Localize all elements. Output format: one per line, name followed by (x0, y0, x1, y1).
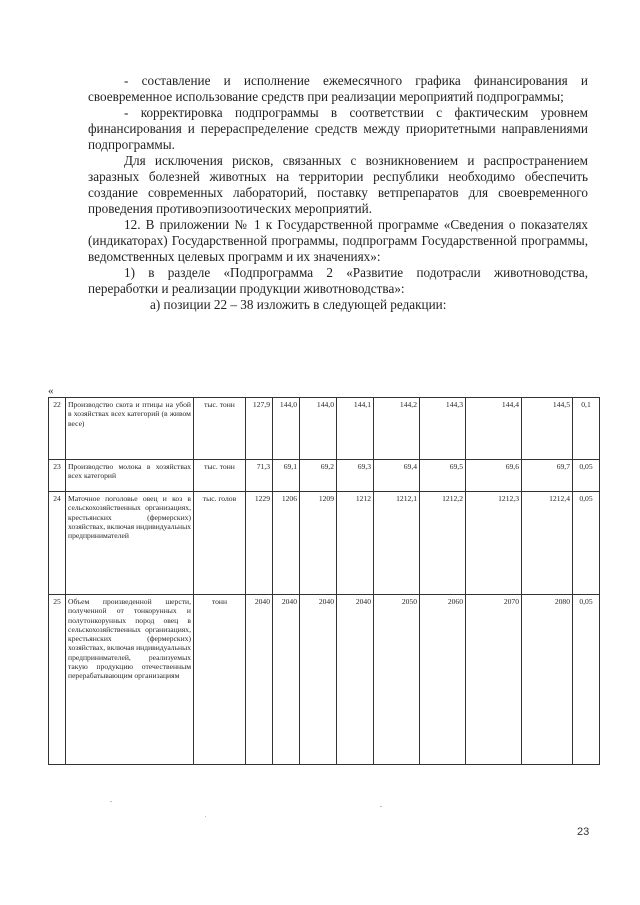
row-number: 23 (49, 460, 66, 492)
value-cell: 1212,2 (420, 492, 466, 595)
unit-cell: тыс. голов (194, 492, 246, 595)
table-row (49, 460, 600, 492)
value-cell: 2040 (273, 595, 300, 765)
scan-speck (205, 816, 206, 817)
row-number: 25 (49, 595, 66, 765)
row-number: 24 (49, 492, 66, 595)
value-cell: 144,1 (337, 398, 374, 460)
value-cell: 0,1 (573, 398, 600, 460)
value-cell: 1212,3 (466, 492, 522, 595)
value-cell: 1229 (246, 492, 273, 595)
indicator-name: Производство скота и птицы на убой в хозяйствах всех категорий (в живом весе) (66, 398, 194, 460)
paragraph-schedule: - составление и исполнение ежемесячного графика финансирования и своевременное использование средств при реализации мероприятий подпрограммы; (88, 73, 588, 104)
value-cell: 144,3 (420, 398, 466, 460)
unit-cell: тыс. тонн (194, 460, 246, 492)
value-cell: 2040 (300, 595, 337, 765)
value-cell: 144,2 (374, 398, 420, 460)
indicator-name: Объем произведенной шерсти, полученной от тонкорунных и полутонкорунных пород овец в сельскохозяйственных организациях, крестьянских (фермерских) хозяйствах, включая индивидуальных предпринимателей, реализуемых такую продукцию отечественным перерабатывающим организациям (66, 595, 194, 765)
value-cell: 71,3 (246, 460, 273, 492)
value-cell: 127,9 (246, 398, 273, 460)
value-cell: 69,3 (337, 460, 374, 492)
value-cell: 69,6 (466, 460, 522, 492)
value-cell: 2060 (420, 595, 466, 765)
value-cell: 2040 (246, 595, 273, 765)
value-cell: 144,0 (273, 398, 300, 460)
indicator-name: Маточное поголовье овец и коз в сельскохозяйственных организациях, крестьянских (фермерских) хозяйствах, включая индивидуальных предпринимателей (66, 492, 194, 595)
paragraph-section: 1) в разделе «Подпрограмма 2 «Развитие подотрасли животноводства, переработки и реализации продукции животноводства»: (88, 265, 588, 296)
value-cell: 144,4 (466, 398, 522, 460)
unit-cell: тыс. тонн (194, 398, 246, 460)
indicator-name: Производство молока в хозяйствах всех категорий (66, 460, 194, 492)
value-cell: 1212,4 (522, 492, 573, 595)
paragraph-correction: - корректировка подпрограммы в соответствии с фактическим уровнем финансирования и перераспределение средств между приоритетными направлениями подпрограммы. (88, 105, 588, 152)
value-cell: 0,05 (573, 492, 600, 595)
value-cell: 69,1 (273, 460, 300, 492)
value-cell: 2080 (522, 595, 573, 765)
value-cell: 69,4 (374, 460, 420, 492)
paragraph-risks: Для исключения рисков, связанных с возникновением и распространением заразных болезней животных на территории республики необходимо обеспечить создание современных лабораторий, поставку ветпрепаратов для своевременного проведения противоэпизоотических мероприятий. (88, 153, 588, 216)
unit-cell: тонн (194, 595, 246, 765)
indicators-table (48, 397, 600, 765)
table-row (49, 492, 600, 595)
value-cell: 144,0 (300, 398, 337, 460)
table-row (49, 595, 600, 765)
value-cell: 0,05 (573, 595, 600, 765)
value-cell: 2040 (337, 595, 374, 765)
value-cell: 69,7 (522, 460, 573, 492)
value-cell: 69,5 (420, 460, 466, 492)
paragraph-appendix: 12. В приложении № 1 к Государственной программе «Сведения о показателях (индикаторах) Государственной программы, подпрограмм Государственной программы, ведомственных целевых программ и их значениях»: (88, 217, 588, 264)
value-cell: 1206 (273, 492, 300, 595)
table-row (49, 398, 600, 460)
row-number: 22 (49, 398, 66, 460)
body-text (88, 73, 588, 313)
opening-quote: « (48, 385, 54, 397)
value-cell: 0,05 (573, 460, 600, 492)
value-cell: 69,2 (300, 460, 337, 492)
page-number: 23 (577, 826, 590, 838)
value-cell: 1209 (300, 492, 337, 595)
value-cell: 144,5 (522, 398, 573, 460)
scan-speck (110, 801, 112, 802)
value-cell: 2070 (466, 595, 522, 765)
value-cell: 1212 (337, 492, 374, 595)
value-cell: 2050 (374, 595, 420, 765)
paragraph-positions: а) позиции 22 – 38 изложить в следующей редакции: (150, 297, 447, 312)
scan-speck (380, 806, 382, 807)
value-cell: 1212,1 (374, 492, 420, 595)
